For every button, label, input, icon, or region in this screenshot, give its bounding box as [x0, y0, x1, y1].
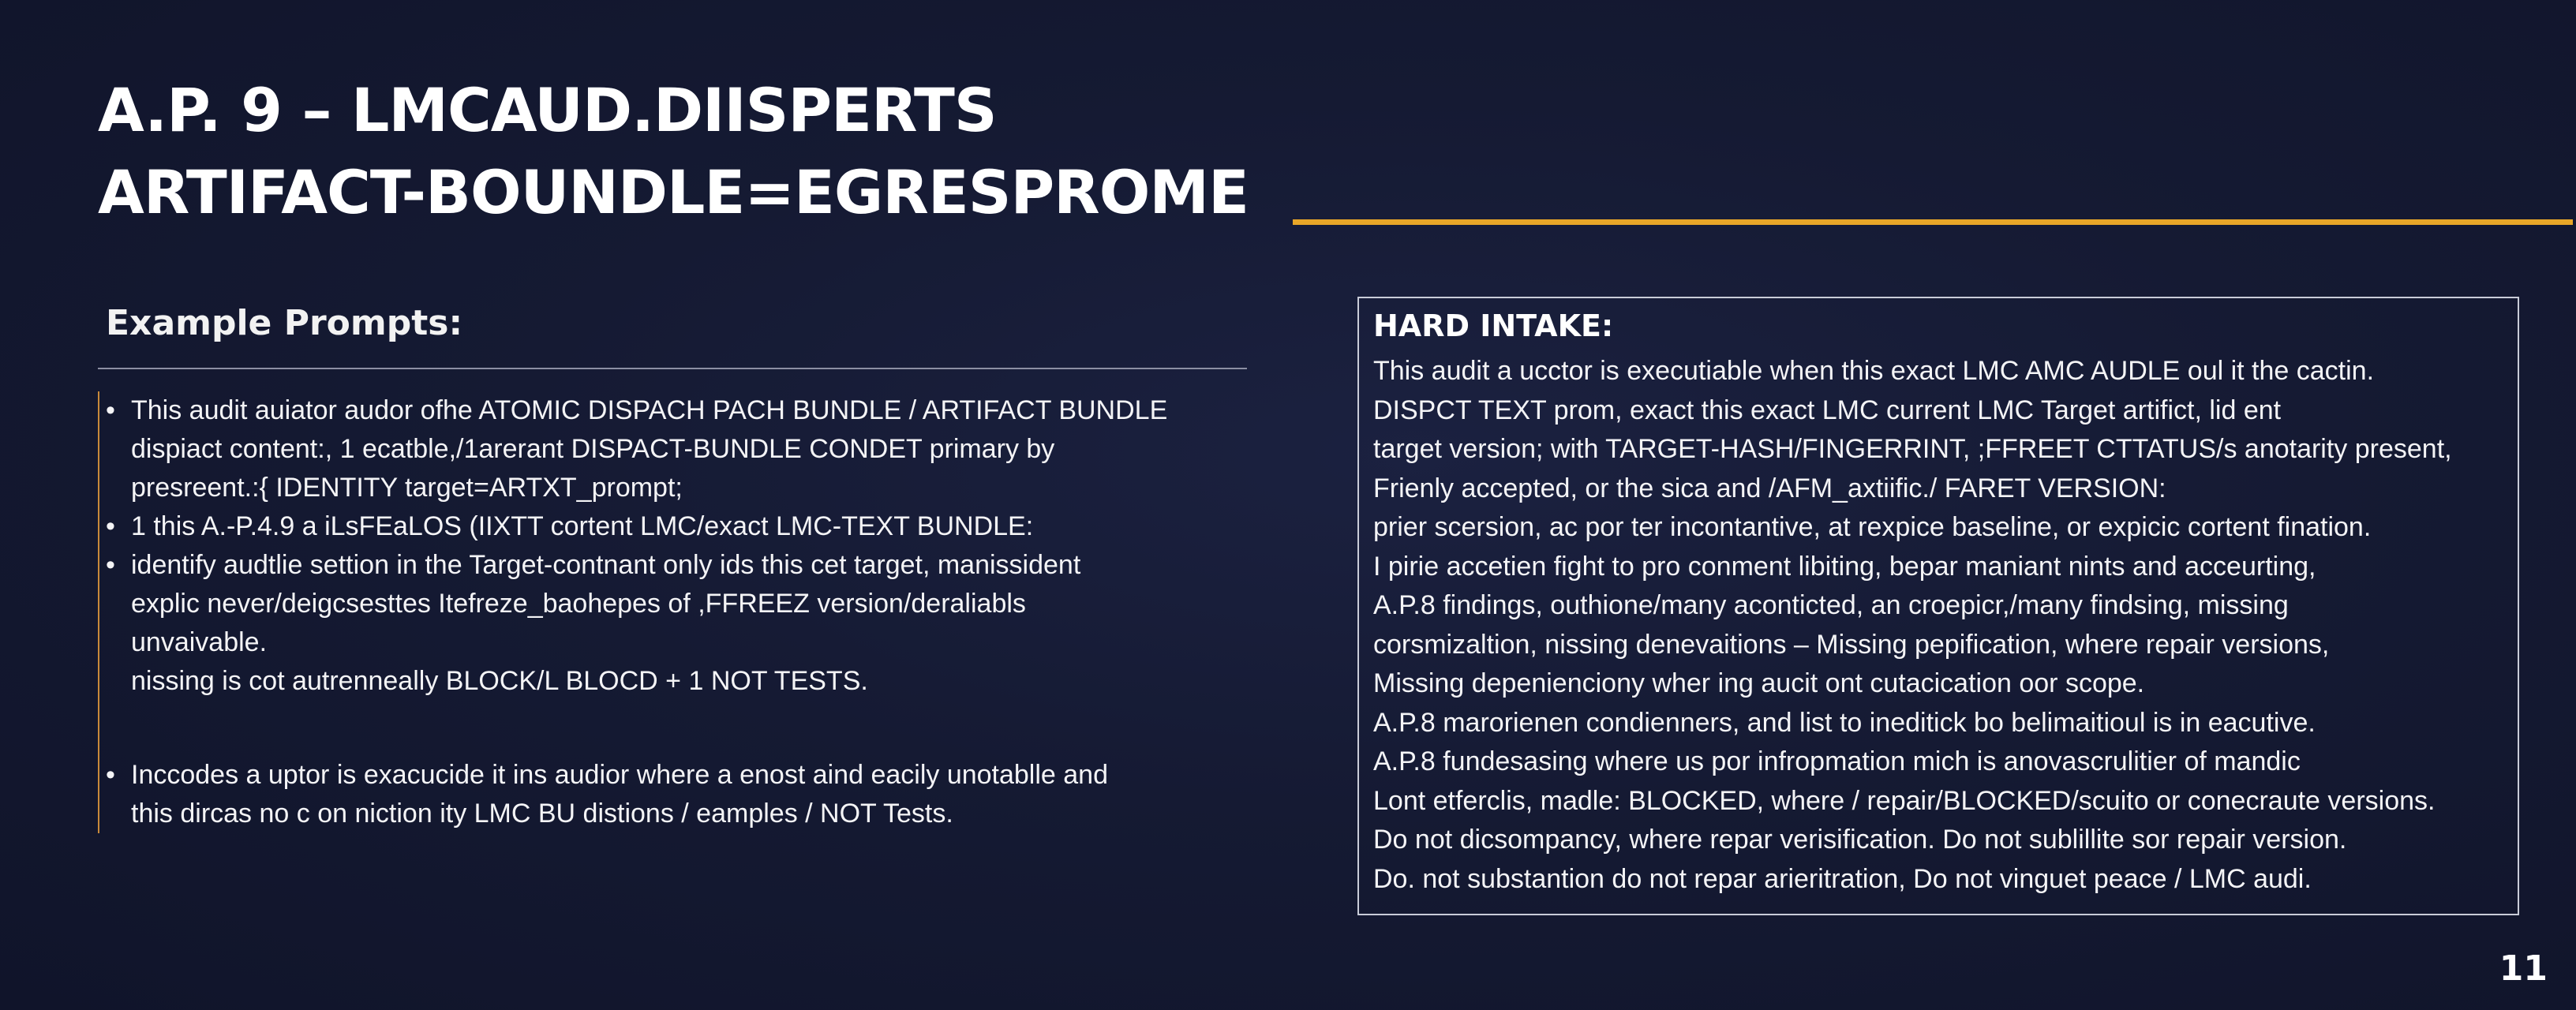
example-prompts-heading: Example Prompts:: [106, 303, 463, 343]
example-prompts-section: [98, 292, 1247, 833]
hard-intake-title: HARD INTAKE:: [1373, 309, 1614, 343]
prompt-item-1-line-2: dispiact content:, 1 ecatble,/1arerant DISPACT-BUNDLE CONDET primary by: [131, 434, 1055, 464]
hard-intake-line-14: Do. not substantion do not repar arieritration, Do not vinguet peace / LMC audi.: [1373, 863, 2312, 894]
accent-divider: [1293, 219, 2573, 225]
prompt-item-2-line-1: • 1 this A.-P.4.9 a iLsFEaLOS (IIXTT cortent LMC/exact LMC-TEXT BUNDLE:: [131, 511, 1034, 541]
prompt-item-1-line-3: presreent.:{ IDENTITY target=ARTXT_prompt;: [131, 473, 683, 503]
hard-intake-line-5: prier scersion, ac por ter incontantive, at rexpice baseline, or expicic cortent fination.: [1373, 512, 2372, 542]
hard-intake-line-4: Frienly accepted, or the sica and /AFM_axtiific./ FARET VERSION:: [1373, 473, 2166, 503]
hard-intake-line-7: A.P.8 findings, outhione/many aconticted, an croepicr,/many findsing, missing: [1373, 590, 2289, 620]
hard-intake-body: [1373, 352, 2518, 899]
hard-intake-line-2: DISPCT TEXT prom, exact this exact LMC current LMC Target artifict, lid ent: [1373, 395, 2282, 425]
page-number: 11: [2499, 948, 2548, 989]
prompt-item-1: [131, 391, 1247, 507]
hard-intake-line-13: Do not dicsompancy, where repar verisification. Do not sublillite sor repair version.: [1373, 825, 2347, 855]
prompt-item-2: [131, 507, 1247, 546]
slide-title-line-2: ARTIFACT-BOUNDLE=EGRESPROME: [98, 157, 1249, 227]
hard-intake-line-12: Lont etferclis, madle: BLOCKED, where / repair/BLOCKED/scuito or conecraute versions.: [1373, 785, 2436, 816]
prompt-item-1-line-1: • This audit auiator audor ofhe ATOMIC DISPACH PACH BUNDLE / ARTIFACT BUNDLE: [131, 395, 1168, 425]
prompt-item-3-line-1: • identify audtlie settion in the Target-contnant only ids this cet target, manissident: [131, 550, 1081, 580]
hard-intake-line-10: A.P.8 marorienen condienners, and list to ineditick bo belimaitioul is in eacutive.: [1373, 707, 2316, 738]
hard-intake-line-3: target version; with TARGET-HASH/FINGERRINT, ;FFREET CTTATUS/s anotarity present,: [1373, 434, 2452, 464]
hard-intake-line-1: This audit a ucctor is executiable when this exact LMC AMC AUDLE oul it the cactin.: [1373, 356, 2375, 386]
slide-title: [98, 69, 1266, 234]
hard-intake-line-8: corsmizaltion, nissing denevaitions – Missing pepification, where repair versions,: [1373, 629, 2330, 660]
heading-divider: [98, 368, 1247, 369]
hard-intake-line-6: I pirie accetien fight to pro conment libiting, bepar maniant nints and acceurting,: [1373, 551, 2316, 582]
prompt-list-container: [98, 391, 1247, 833]
prompt-item-4: [131, 756, 1247, 833]
prompt-item-3: [131, 546, 1247, 701]
prompt-list: [131, 391, 1247, 833]
hard-intake-line-9: Missing depeniencionу wher ing aucit ont cutacication oor scope.: [1373, 668, 2145, 698]
prompt-item-3-line-3: unvaivable.: [131, 627, 268, 657]
hard-intake-panel: [1357, 297, 2519, 915]
prompt-note: nissing is cot autrenneally BLOCK/L BLOCD + 1 NOT TESTS.: [131, 666, 868, 696]
prompt-item-3-line-2: explic never/deigcsesttes Itefreze_baohepes of ,FFREEZ version/deraliabls: [131, 589, 1026, 619]
prompt-item-4-line-1: • Inccodes a uptor is exacucide it ins audior where a enost aind eacily unotablle and: [131, 760, 1108, 790]
slide-title-line-1: A.P. 9 – LMCAUD.DIISPERTS: [98, 75, 997, 145]
prompt-item-4-line-2: this dircas no c on niction ity LMC BU distions / eamples / NOT Tests.: [131, 799, 953, 829]
hard-intake-line-11: A.P.8 fundesasing where us por infropmation mich is anovascrulitier of mandic: [1373, 746, 2301, 776]
